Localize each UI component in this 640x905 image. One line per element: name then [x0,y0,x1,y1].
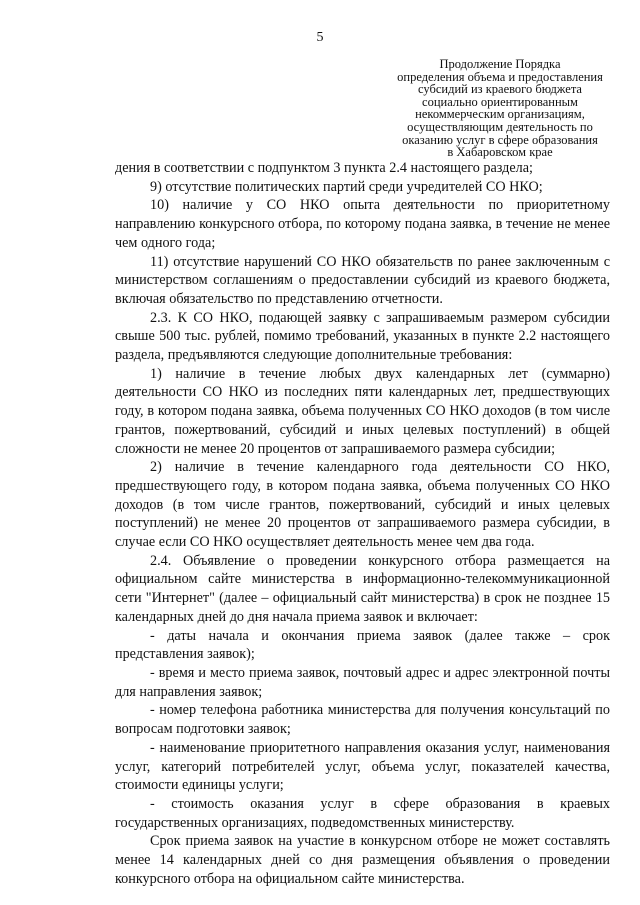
header-line: субсидий из краевого бюджета [418,82,582,97]
body-paragraph: - стоимость оказания услуг в сфере образования в краевых государственных организациях, подведомственных министерству. [115,795,610,831]
body-paragraph: 2.3. К СО НКО, подающей заявку с запрашиваемым размером субсидии свыше 500 тыс. рублей, помимо требований, указанных в пункте 2.2 настоящего раздела, предъявляются следующие дополнительные требования: [115,309,610,364]
body-paragraph: Срок приема заявок на участие в конкурсном отборе не может составлять менее 14 календарных дней со дня размещения объявления о проведении конкурсного отбора на официальном сайте министерства. [115,833,610,887]
body-paragraph: - даты начала и окончания приема заявок (далее также – срок представления заявок); [115,627,610,663]
body-paragraph: - номер телефона работника министерства для получения консультаций по вопросам подготовки заявок; [115,702,610,738]
body-paragraph: 2.4. Объявление о проведении конкурсного отбора размещается на официальном сайте министерства в информационно-телекоммуникационной сети "Интернет" (далее – официальный сайт министерства) в срок не позднее 15 календарных дней до дня начала приема заявок и включает: [115,552,610,625]
body-paragraph: 1) наличие в течение любых двух календарных лет (суммарно) деятельности СО НКО из последних пяти календарных лет, предшествующих году, в котором подана заявка, объема полученных СО НКО доходов (в том числе грантов, пожертвований, субсидий и иных целевых поступлений) в общей сложности не менее 20 процентов от запрашиваемого размера субсидии; [115,365,610,457]
body-paragraph: дения в соответствии с подпунктом 3 пункта 2.4 настоящего раздела; [115,160,533,176]
header-line: в Хабаровском крае [447,145,553,160]
body-paragraph: 9) отсутствие политических партий среди учредителей СО НКО; [150,178,543,195]
body-paragraph: - наименование приоритетного направления оказания услуг, наименования услуг, категорий потребителей услуг, объема услуг, показателей качества, стоимости единицы услуги; [115,739,610,794]
body-paragraph: - время и место приема заявок, почтовый адрес и адрес электронной почты для направления заявок; [115,664,610,700]
document-header [382,58,618,159]
body-paragraph: 10) наличие у СО НКО опыта деятельности по приоритетному направлению конкурсного отбора, по которому подана заявка, в течение не менее чем одного года; [115,197,610,251]
document-body [115,159,610,888]
body-paragraph: 11) отсутствие нарушений СО НКО обязательств по ранее заключенным с министерством соглашениям о предоставлении субсидий из краевого бюджета, включая обязательство по представлению отчетности. [115,253,610,307]
header-line: Продолжение Порядка [439,57,561,71]
header-line: оказанию услуг в сфере образования [402,132,598,147]
page-number: 5 [316,30,324,45]
body-paragraph: 2) наличие в течение календарного года деятельности СО НКО, предшествующего году, в котором подана заявка, объема полученных СО НКО доходов (в том числе грантов, пожертвований, субсидий и иных целевых поступлений) не менее 20 процентов от запрашиваемого размера субсидии, в случае если СО НКО осуществляет деятельность менее чем два года. [115,459,610,551]
header-line: осуществляющим деятельность по [407,119,593,134]
header-line: определения объема и предоставления [397,69,603,84]
header-line: некоммерческим организациям, [415,107,585,122]
header-line: социально ориентированным [422,94,578,109]
